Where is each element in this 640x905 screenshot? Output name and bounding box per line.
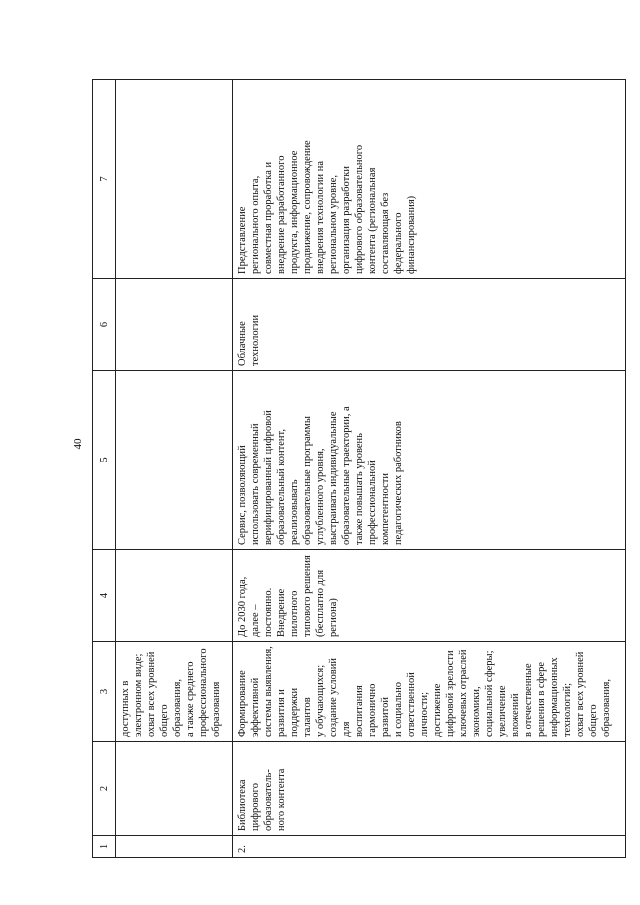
header-cell: 6 — [93, 279, 116, 371]
table-cell: До 2030 года, далее – постоянно. Внедрение пилотного типового решения (бесплатно для региона) — [233, 550, 626, 642]
table-cell: Облачные технологии — [233, 279, 626, 371]
table-cell — [116, 550, 233, 642]
table-cell — [116, 742, 233, 836]
header-cell: 2 — [93, 742, 116, 836]
header-cell: 4 — [93, 550, 116, 642]
table-cell: доступных в электронном виде; охват всех уровней общего образования, а также среднего профессионального образования — [116, 642, 233, 742]
table-cell — [116, 371, 233, 550]
table-row — [233, 80, 626, 858]
data-table — [92, 79, 626, 858]
table-cell — [116, 279, 233, 371]
header-cell: 7 — [93, 80, 116, 279]
table-cell: Формирование эффективной системы выявления, развития и поддержки талантов у обучающихся; создание условий для воспитания гармонично развитой и социально ответственной личности; достижение цифровой зрелости ключевых отраслей экономики, социальной сферы; увеличение вложений в отечественные решения в сфере информационных технологий; охват всех уровней общего образования, — [233, 642, 626, 742]
header-cell: 5 — [93, 371, 116, 550]
table-cell — [116, 80, 233, 279]
header-cell: 1 — [93, 836, 116, 858]
row-number-cell: 2. — [233, 836, 626, 858]
page-number: 40 — [72, 438, 84, 450]
header-cell: 3 — [93, 642, 116, 742]
table-cell: Библиотека цифрового образователь- ного контента — [233, 742, 626, 836]
rotated-table-container — [92, 80, 621, 858]
table-cell: Сервис, позволяющий использовать современный верифицированный цифровой образовательный контент, реализовывать образовательные программы углубленного уровня, выстраивать индивидуальные образовательные траектории, а также повышать уровень профессиональной компетентности педагогических работников — [233, 371, 626, 550]
table-header-row — [93, 80, 116, 858]
table-cell — [116, 836, 233, 858]
table-cell: Представление регионального опыта, совместная проработка и внедрение разработанного продукта, информационное продвижение, сопровождение внедрения технологии на региональном уровне, организация разработки цифрового образовательного контента (региональная составляющая без федерального финансирования) — [233, 80, 626, 279]
table-row — [116, 80, 233, 858]
